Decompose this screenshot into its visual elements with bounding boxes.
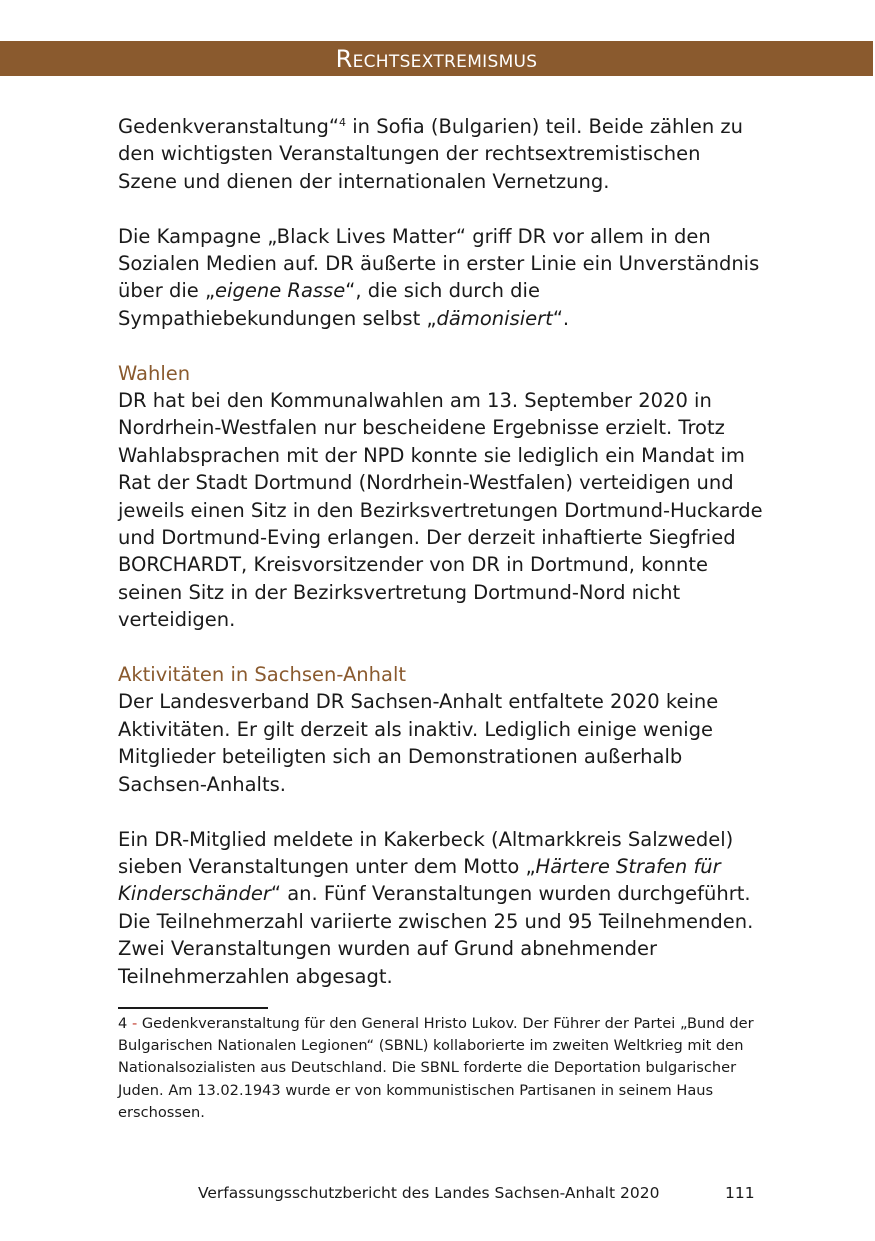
paragraph-2-text-c: “.	[552, 306, 570, 330]
heading-aktivitaeten: Aktivitäten in Sachsen-Anhalt	[118, 663, 407, 687]
footnote-reference: 4	[339, 116, 347, 129]
footnote-number: 4	[118, 1015, 128, 1032]
footnote-dash: -	[131, 1015, 138, 1032]
quote-daemonisiert: dämonisiert	[436, 306, 553, 330]
paragraph-2-text-b: “, die sich durch die Sympathiebekundungen selbst „	[118, 279, 540, 330]
footer-title: Verfassungsschutzbericht des Landes Sachsen-Anhalt 2020	[198, 1184, 660, 1202]
paragraph-1	[118, 113, 763, 195]
paragraph-4: Der Landesverband DR Sachsen-Anhalt entfaltete 2020 keine Aktivitäten. Er gilt derzeit als inaktiv. Lediglich einige wenige Mitglieder beteiligten sich an Demonstrationen außerhalb Sachsen-Anhalts.	[118, 690, 719, 796]
main-content	[118, 113, 763, 990]
header-bar	[0, 41, 873, 76]
paragraph-2-text-a: Die Kampagne „Black Lives Matter“ griff DR vor allem in den Sozialen Medien auf. DR äußerte in erster Linie ein Unverständnis über die „	[118, 224, 760, 303]
quote-motto: Härtere Strafen für Kinderschänder	[118, 854, 721, 906]
paragraph-5-text-a: Ein DR-Mitglied meldete in Kakerbeck (Altmarkkreis Salzwedel) sieben Veranstaltungen unter dem Motto „	[118, 827, 734, 878]
paragraph-2	[118, 223, 763, 333]
paragraph-1-text-a: Gedenkveranstaltung“	[118, 115, 340, 138]
paragraph-5	[118, 826, 763, 990]
quote-eigene-rasse: eigene Rasse	[215, 279, 346, 303]
footnote-divider	[118, 1007, 268, 1009]
page-number: 111	[725, 1184, 755, 1202]
footnote-text: Gedenkveranstaltung für den General Hristo Lukov. Der Führer der Partei „Bund der Bulgarischen Nationalen Legionen“ (SBNL) kollaborierte im zweiten Weltkrieg mit den Nationalsozialisten aus Deutschland. Die SBNL forderte die Deportation bulgarischer Juden. Am 13.02.1943 wurde er von kommunistischen Partisanen in seinem Haus erschossen.	[118, 1015, 754, 1121]
footnote	[118, 1013, 763, 1124]
paragraph-5-text-b: “ an. Fünf Veranstaltungen wurden durchgeführt. Die Teilnehmerzahl variierte zwischen 25 und 95 Teilnehmenden. Zwei Veranstaltungen wurden auf Grund abnehmender Teilnehmerzahlen abgesagt.	[118, 882, 754, 988]
page-section-title: Rechtsextremismus	[335, 45, 538, 73]
heading-wahlen: Wahlen	[118, 361, 191, 385]
paragraph-3: DR hat bei den Kommunalwahlen am 13. September 2020 in Nordrhein-Westfalen nur bescheidene Ergebnisse erzielt. Trotz Wahlabsprachen mit der NPD konnte sie lediglich ein Mandat im Rat der Stadt Dortmund (Nordrhein-Westfalen) verteidigen und jeweils einen Sitz in den Bezirksvertretungen Dortmund-Huckarde und Dortmund-Eving erlangen. Der derzeit inhaftierte Siegfried BORCHARDT, Kreisvorsitzender von DR in Dortmund, konnte seinen Sitz in der Bezirksvertretung Dortmund-Nord nicht verteidigen.	[118, 389, 763, 632]
paragraph-1-text-b: in Sofia (Bulgarien) teil. Beide zählen zu den wichtigsten Veranstaltungen der rechtsextremistischen Szene und dienen der internationalen Vernetzung.	[118, 115, 743, 193]
